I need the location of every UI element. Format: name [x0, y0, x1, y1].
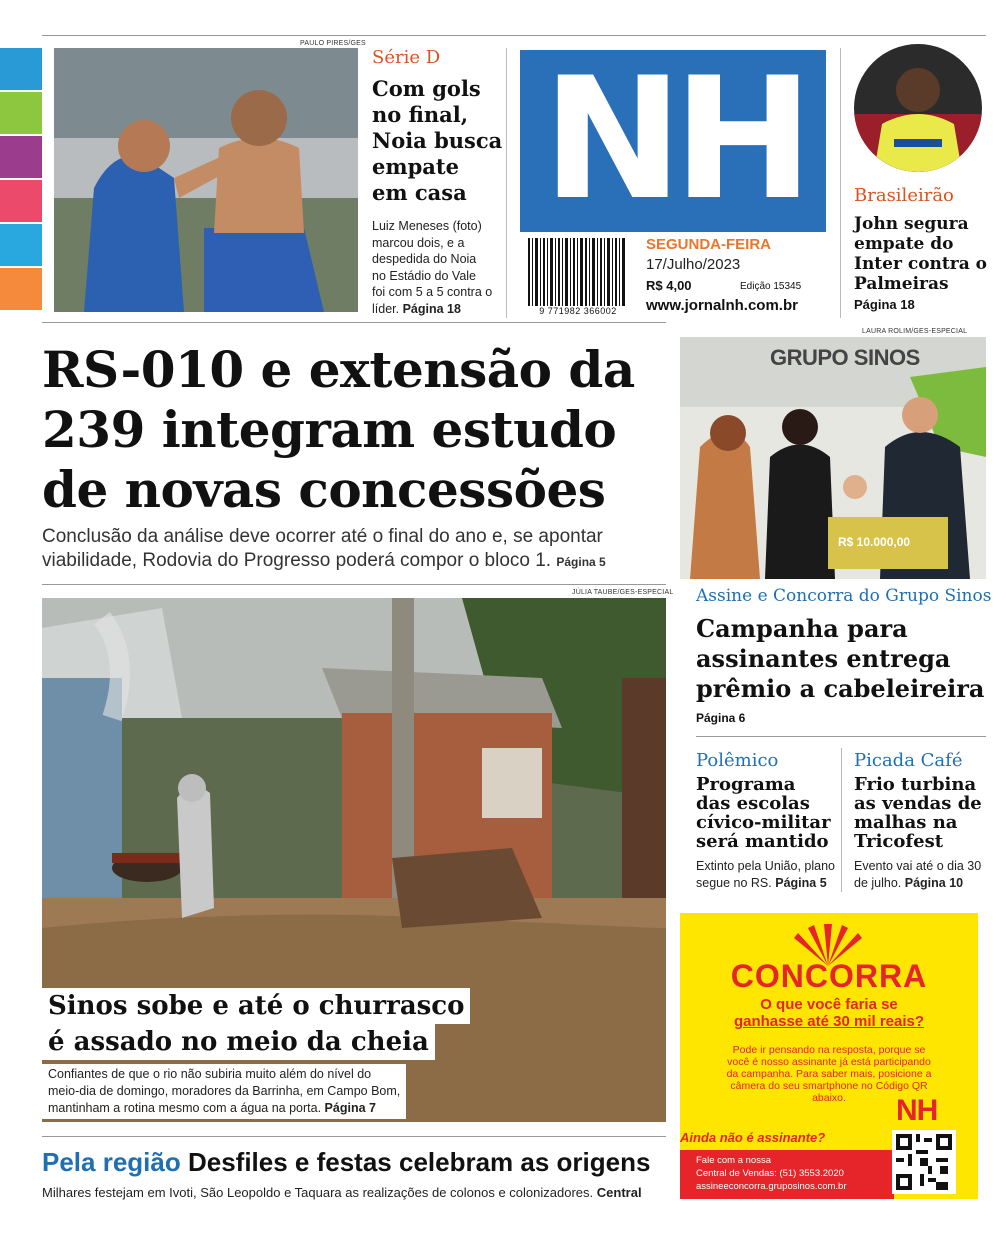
headline-line: será mantido — [696, 831, 829, 852]
body-line: Evento vai até o dia 30 — [854, 859, 982, 873]
strip-block — [0, 48, 42, 90]
strip-block — [0, 180, 42, 222]
date: 17/Julho/2023 — [646, 256, 741, 273]
photo-credit: PAULO PIRES/GES — [300, 40, 366, 47]
headline-line: Programa — [696, 774, 796, 795]
column-divider — [841, 748, 842, 892]
headline-line: prêmio a cabeleireira — [696, 674, 985, 703]
headline-line: em casa — [372, 180, 467, 205]
regiao-body — [42, 1185, 642, 1200]
barcode-number: 9 771982 366002 — [539, 306, 617, 316]
article-body — [696, 858, 835, 892]
main-headline[interactable] — [42, 340, 635, 520]
goalkeeper-photo[interactable] — [854, 44, 982, 172]
headline-line: das escolas — [696, 793, 810, 814]
body-line: líder. — [372, 301, 400, 316]
headline-line: John segura — [854, 214, 969, 234]
section-rule — [696, 736, 986, 737]
section-rule — [42, 584, 666, 585]
headline-line: RS-010 e extensão da — [42, 340, 635, 399]
kicker: Assine e Concorra do Grupo Sinos — [696, 586, 992, 606]
headline-line: Palmeiras — [854, 274, 949, 294]
page-ref[interactable]: Central — [596, 1185, 642, 1200]
kicker: Picada Café — [854, 750, 963, 771]
headline-line: assinantes entrega — [696, 644, 951, 673]
headline-line: cívico-militar — [696, 812, 831, 833]
flood-body — [42, 1064, 406, 1119]
deck-line: viabilidade, Rodovia do Progresso poderá compor o bloco 1. — [42, 550, 552, 571]
page-ref[interactable]: Página 7 — [324, 1101, 376, 1115]
headline-line: Tricofest — [854, 831, 944, 852]
photo-credit: JÚLIA TAUBE/GES-ESPECIAL — [572, 589, 674, 596]
weekday: SEGUNDA-FEIRA — [646, 236, 772, 253]
article-body — [372, 218, 492, 317]
ad-text-line: abaixo. — [812, 1092, 846, 1104]
page-ref[interactable]: Página 5 — [556, 555, 606, 569]
qr-code-icon[interactable] — [892, 1130, 956, 1194]
body-line: no Estádio do Vale — [372, 268, 477, 283]
ad-text-line: câmera do seu smartphone no Código QR — [730, 1080, 928, 1092]
body-line: despedida do Noia — [372, 252, 477, 266]
kicker: Polêmico — [696, 750, 779, 771]
ad-text-line: Pode ir pensando na resposta, porque se — [732, 1044, 926, 1056]
main-deck — [42, 525, 606, 574]
football-photo[interactable] — [54, 48, 358, 312]
headline-line: no final, — [372, 102, 469, 127]
question-line: ganhasse até 30 mil reais? — [733, 1013, 925, 1030]
deck-line: Conclusão da análise deve ocorrer até o final do ano e, se apontar — [42, 526, 603, 547]
body-line: segue no RS. — [696, 876, 772, 890]
ad-contact[interactable] — [696, 1154, 847, 1193]
headline-line: empate do — [854, 234, 954, 254]
logo-text: NH — [542, 41, 804, 237]
page-ref[interactable]: Página 10 — [904, 876, 964, 890]
headline[interactable] — [372, 76, 502, 206]
body-line: Confiantes de que o rio não subiria muito além do nível do — [48, 1067, 372, 1081]
section-rule — [42, 1136, 666, 1137]
nh-logo[interactable] — [520, 41, 826, 237]
ad-question — [680, 996, 978, 1030]
flood-headline-1[interactable]: Sinos sobe e até o churrasco — [42, 988, 470, 1024]
headline[interactable] — [696, 775, 831, 851]
regiao-title[interactable] — [42, 1147, 650, 1178]
headline-line: Noia busca — [372, 128, 503, 153]
body-line: Luiz Meneses (foto) — [372, 219, 482, 233]
body-line: foi com 5 a 5 contra o — [372, 285, 493, 299]
headline-line: malhas na — [854, 812, 958, 833]
sinos-photo[interactable] — [680, 337, 986, 579]
regiao-label: Pela região — [42, 1147, 181, 1177]
prize-amount: R$ 10.000,00 — [838, 535, 911, 549]
body-line: de julho. — [854, 876, 902, 890]
headline-line: Campanha para — [696, 614, 908, 643]
page-ref[interactable]: Página 6 — [696, 711, 746, 725]
body-line: Extinto pela União, plano — [696, 859, 835, 873]
ad-title: CONCORRA — [730, 958, 928, 994]
price: R$ 4,00 — [646, 278, 692, 293]
headline[interactable] — [854, 775, 982, 851]
page-ref[interactable]: Página 5 — [775, 876, 827, 890]
strip-block — [0, 136, 42, 178]
contact-line: Fale com a nossa — [696, 1155, 771, 1166]
page-ref[interactable]: Página 18 — [854, 297, 915, 312]
headline-line: Inter contra o — [854, 254, 987, 274]
headline-line: 239 integram estudo — [42, 400, 617, 459]
headline-line: empate — [372, 154, 459, 179]
page-ref[interactable]: Página 18 — [402, 301, 461, 316]
ad-text-line: você é nosso assinante já está participando — [727, 1056, 931, 1068]
contact-line: assineeconcorra.gruposinos.com.br — [696, 1181, 847, 1192]
photo-sign: GRUPO SINOS — [770, 345, 920, 370]
strip-block — [0, 92, 42, 134]
photo-credit: LAURA ROLIM/GES-ESPECIAL — [862, 328, 968, 335]
headline[interactable] — [854, 214, 987, 294]
strip-block — [0, 268, 42, 310]
flood-headline-2[interactable]: é assado no meio da cheia — [42, 1024, 435, 1060]
column-divider — [506, 48, 507, 318]
kicker: Série D — [372, 47, 441, 68]
website-url[interactable]: www.jornalnh.com.br — [646, 297, 798, 314]
article-body — [854, 858, 981, 892]
strip-block — [0, 224, 42, 266]
headline-line: Frio turbina — [854, 774, 977, 795]
section-rule — [42, 322, 666, 323]
ad-nh-logo: NH — [896, 1094, 938, 1127]
headline-line: Com gols — [372, 76, 481, 101]
barcode — [526, 238, 628, 306]
question-line: O que você faria se — [760, 996, 898, 1013]
body-line: marcou dois, e a — [372, 235, 465, 250]
headline-line: as vendas de — [854, 793, 982, 814]
kicker: Brasileirão — [854, 185, 954, 206]
body-line: mantinham a rotina mesmo com a água na porta. — [48, 1101, 322, 1115]
ad-text-line: da campanha. Para saber mais, posicione a — [726, 1068, 932, 1080]
body-line: Milhares festejam em Ivoti, São Leopoldo e Taquara as realizações de colonos e colonizadores. — [42, 1185, 594, 1200]
contact-line: Central de Vendas: (51) 3553.2020 — [696, 1168, 844, 1179]
regiao-headline: Desfiles e festas celebram as origens — [187, 1147, 651, 1177]
body-line: meio-dia de domingo, moradores da Barrinha, em Campo Bom, — [48, 1084, 401, 1098]
headline-line: de novas concessões — [42, 460, 606, 519]
edition: Edição 15345 — [740, 281, 802, 292]
ad-cta[interactable]: Ainda não é assinante? — [680, 1130, 826, 1145]
headline[interactable] — [696, 614, 984, 704]
column-divider — [840, 48, 841, 318]
top-rule — [42, 35, 986, 36]
